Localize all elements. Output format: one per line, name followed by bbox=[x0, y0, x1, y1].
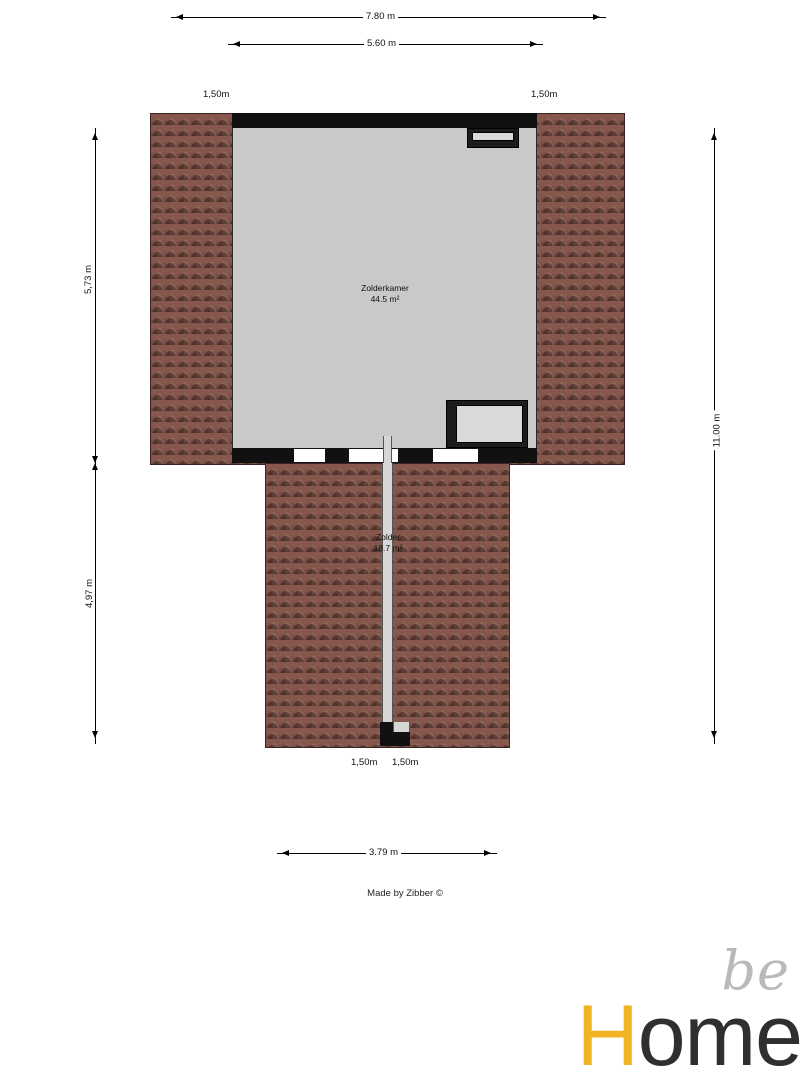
logo-home-text bbox=[576, 988, 802, 1084]
logo-ome-letters: ome bbox=[637, 988, 802, 1084]
dimension-line-left-upper bbox=[95, 133, 96, 463]
dimension-label-top-outer: 7.80 m bbox=[363, 11, 398, 22]
dimension-label-left-lower: 4,97 m bbox=[84, 576, 95, 611]
dim-arrow-left bbox=[233, 41, 240, 47]
room-area-zolderkamer: 44.5 m² bbox=[370, 294, 400, 304]
dimension-label-top-left-eave: 1,50m bbox=[200, 89, 232, 100]
dim-arrow-right bbox=[593, 14, 600, 20]
wall-bottom-upper-mid-right bbox=[398, 448, 433, 463]
dim-arrow-down bbox=[92, 731, 98, 738]
dim-arrow-right bbox=[530, 41, 537, 47]
credit-text: Made by Zibber © bbox=[367, 888, 443, 899]
brand-logo bbox=[576, 939, 802, 1084]
stair-run bbox=[382, 463, 393, 727]
logo-h-letter: H bbox=[576, 988, 638, 1084]
dim-arrow-up bbox=[711, 133, 717, 140]
dimension-label-top-inner: 5.60 m bbox=[364, 38, 399, 49]
dim-arrow-up bbox=[92, 133, 98, 140]
dim-arrow-left bbox=[282, 850, 289, 856]
wall-bottom-upper-right bbox=[478, 448, 537, 463]
dim-arrow-down bbox=[711, 731, 717, 738]
room-area-zolder: 18.7 m² bbox=[373, 543, 403, 553]
dormer-interior-right-glass bbox=[456, 405, 523, 443]
wall-top-upper bbox=[232, 113, 537, 128]
dimension-label-bottom-left-eave: 1,50m bbox=[348, 757, 380, 768]
dimension-label-right-total: 11.00 m bbox=[711, 411, 722, 451]
dimension-label-bottom-right-eave: 1,50m bbox=[389, 757, 421, 768]
room-label-zolder bbox=[308, 532, 468, 554]
dim-arrow-up bbox=[92, 463, 98, 470]
room-label-zolderkamer bbox=[305, 283, 465, 305]
stair-head-marker bbox=[383, 436, 392, 463]
dimension-line-left-lower bbox=[95, 463, 96, 738]
room-name-zolder: Zolder bbox=[375, 532, 401, 542]
dimension-label-bottom-width: 3.79 m bbox=[366, 847, 401, 858]
wall-bottom-upper-left bbox=[232, 448, 294, 463]
dim-arrow-right bbox=[484, 850, 491, 856]
dormer-top-glass bbox=[472, 132, 514, 141]
wall-bottom-upper-mid-left bbox=[325, 448, 349, 463]
wall-opening-right bbox=[433, 448, 478, 463]
logo-be-text: be bbox=[721, 939, 790, 1003]
dimension-label-left-upper: 5,73 m bbox=[83, 262, 94, 297]
dimension-label-top-right-eave: 1,50m bbox=[528, 89, 560, 100]
dim-arrow-left bbox=[176, 14, 183, 20]
room-name-zolderkamer: Zolderkamer bbox=[361, 283, 409, 293]
wall-opening-left bbox=[294, 448, 325, 463]
stair-bottom-step bbox=[393, 722, 410, 732]
